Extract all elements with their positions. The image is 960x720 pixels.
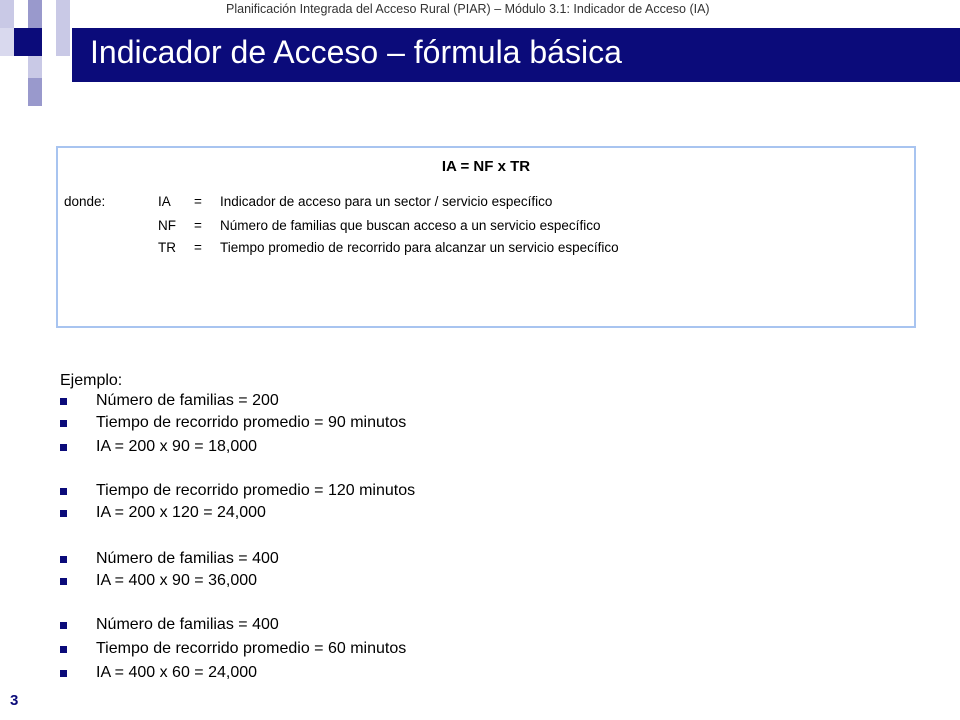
decor-square: [28, 78, 42, 106]
bullet-square-icon: [60, 670, 67, 677]
decor-square: [14, 28, 28, 56]
formula-box: [56, 146, 916, 328]
definition-equals: =: [194, 194, 202, 209]
definition-desc: Indicador de acceso para un sector / servicio específico: [220, 194, 553, 209]
definition-desc: Tiempo promedio de recorrido para alcanzar un servicio específico: [220, 240, 619, 255]
definition-term: TR: [158, 240, 176, 255]
definition-desc: Número de familias que buscan acceso a un servicio específico: [220, 218, 601, 233]
decor-square: [56, 28, 70, 56]
decor-square: [56, 0, 70, 28]
bullet-square-icon: [60, 488, 67, 495]
definition-row: [64, 240, 914, 260]
slide-title: Indicador de Acceso – fórmula básica: [90, 34, 622, 70]
definition-row: [64, 194, 914, 214]
bullet-square-icon: [60, 398, 67, 405]
decor-square: [0, 0, 14, 28]
bullet-square-icon: [60, 420, 67, 427]
bullet-square-icon: [60, 444, 67, 451]
decor-square: [28, 0, 42, 28]
example-label: Ejemplo:: [60, 372, 123, 389]
definition-term: IA: [158, 194, 171, 209]
decor-square: [0, 28, 14, 56]
definition-equals: =: [194, 218, 202, 233]
bullet-square-icon: [60, 510, 67, 517]
definition-equals: =: [194, 240, 202, 255]
definition-term: NF: [158, 218, 176, 233]
slide-header: Planificación Integrada del Acceso Rural (PIAR) – Módulo 3.1: Indicador de Acceso (IA): [226, 2, 710, 16]
bullet-square-icon: [60, 646, 67, 653]
decor-square: [28, 28, 42, 56]
bullet-square-icon: [60, 622, 67, 629]
bullet-square-icon: [60, 556, 67, 563]
page-number: 3: [10, 692, 19, 709]
formula: IA = NF x TR: [441, 158, 531, 175]
definition-row: [64, 218, 914, 238]
donde-label: donde:: [64, 194, 106, 209]
bullet-square-icon: [60, 578, 67, 585]
